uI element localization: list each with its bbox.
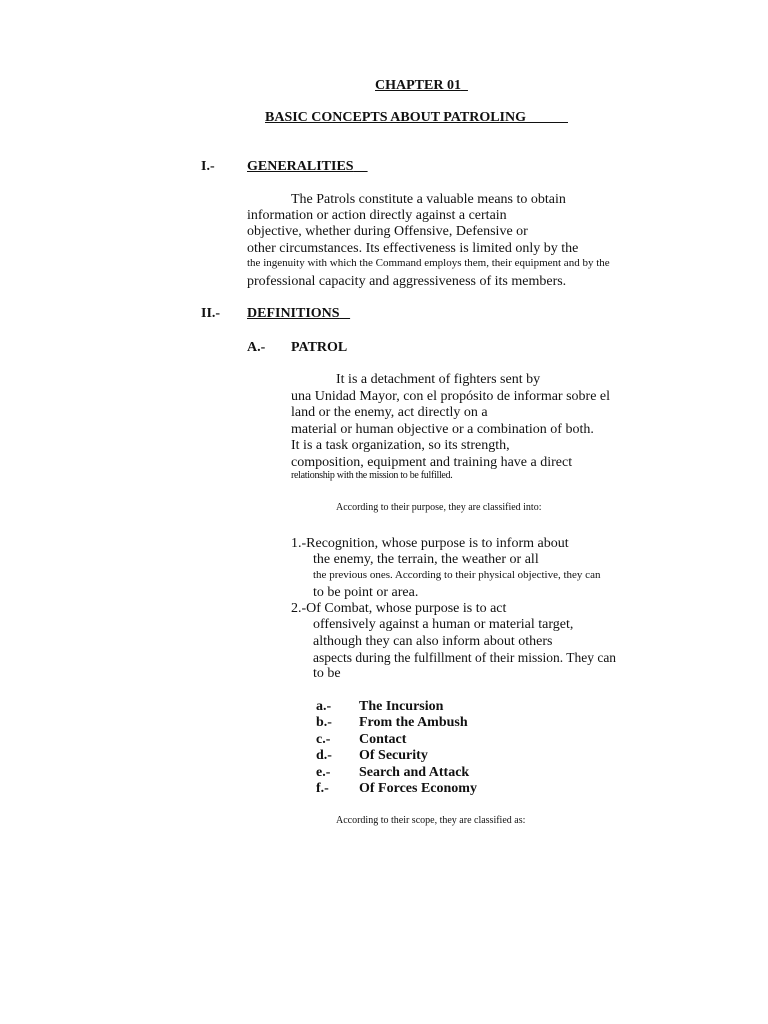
type-label: The Incursion <box>359 699 444 714</box>
type-letter: f.- <box>316 781 329 796</box>
section-number: I.- <box>201 159 215 174</box>
type-label: Of Security <box>359 748 428 763</box>
list-item-recognition: 1.-Recognition, whose purpose is to inform about <box>291 536 569 551</box>
paragraph-line: the enemy, the terrain, the weather or all <box>313 552 539 567</box>
paragraph-line: to be point or area. <box>313 585 419 600</box>
paragraph-line: It is a detachment of fighters sent by <box>336 372 541 387</box>
subsection-number: A.- <box>247 340 266 355</box>
section-number: II.- <box>201 306 221 321</box>
paragraph-line: objective, whether during Offensive, Defensive or <box>247 224 528 239</box>
paragraph-line: other circumstances. Its effectiveness is limited only by the <box>247 241 579 256</box>
paragraph-line: It is a task organization, so its strength, <box>291 438 510 453</box>
type-letter: b.- <box>316 715 332 730</box>
paragraph-line: aspects during the fulfillment of their mission. They can <box>313 650 617 665</box>
classification-intro: According to their scope, they are classified as: <box>336 815 526 826</box>
chapter-title: BASIC CONCEPTS ABOUT PATROLING <box>265 110 526 125</box>
classification-intro: According to their purpose, they are classified into: <box>336 502 542 513</box>
paragraph-line: relationship with the mission to be fulfilled. <box>291 470 453 481</box>
list-item-combat: 2.-Of Combat, whose purpose is to act <box>291 601 507 616</box>
paragraph-line: una Unidad Mayor, con el propósito de informar sobre el <box>291 389 611 404</box>
paragraph-line: professional capacity and aggressiveness of its members. <box>247 274 567 289</box>
paragraph-line: to be <box>313 666 341 681</box>
paragraph-line: information or action directly against a certain <box>247 208 507 223</box>
type-letter: c.- <box>316 732 331 747</box>
paragraph-line: the ingenuity with which the Command employs them, their equipment and by the <box>247 257 610 269</box>
text: The Patrols constitute a valuable means to obtain <box>291 192 566 207</box>
paragraph-line: composition, equipment and training have a direct <box>291 455 573 470</box>
paragraph-line: material or human objective or a combination of both. <box>291 422 594 437</box>
paragraph-line: offensively against a human or material target, <box>313 617 574 632</box>
chapter-heading: CHAPTER 01 <box>375 78 461 93</box>
subsection-title: PATROL <box>291 340 348 355</box>
section-title: DEFINITIONS <box>247 306 340 321</box>
type-label: Contact <box>359 732 407 747</box>
type-letter: e.- <box>316 765 331 780</box>
type-letter: d.- <box>316 748 332 763</box>
section-title: GENERALITIES <box>247 159 354 174</box>
paragraph-line: although they can also inform about others <box>313 634 553 649</box>
type-label: Search and Attack <box>359 765 470 780</box>
type-letter: a.- <box>316 699 332 714</box>
type-label: Of Forces Economy <box>359 781 477 796</box>
paragraph-line: land or the enemy, act directly on a <box>291 405 488 420</box>
type-label: From the Ambush <box>359 715 468 730</box>
paragraph-line <box>291 192 591 208</box>
justified-line <box>291 192 591 208</box>
paragraph-line: the previous ones. According to their physical objective, they can <box>313 569 601 581</box>
